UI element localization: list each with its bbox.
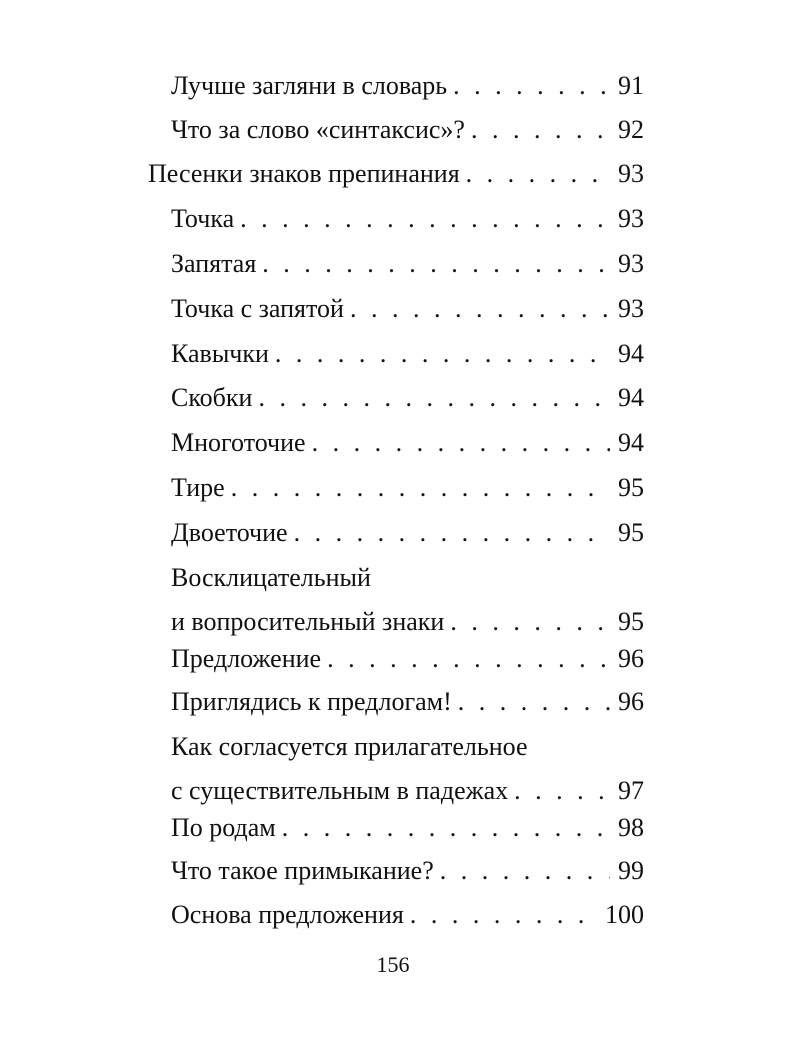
dot-leader [327,637,610,681]
toc-entry-page: 100 [605,900,644,929]
toc-entry-title: Лучше загляни в словарь [171,71,448,100]
toc-entry-page: 93 [618,249,644,278]
dot-leader [275,332,610,376]
toc-entry-page: 94 [618,383,644,412]
dot-leader [262,242,610,286]
page-number: 156 [376,952,410,977]
toc-entry-title: Тире [171,473,225,502]
toc-entry [171,637,644,681]
toc-entry-title: Точка [171,204,235,233]
dot-leader [466,152,610,196]
dot-leader [312,421,610,465]
toc-entry-title-line2: и вопросительный знаки [171,607,445,636]
toc-entry-page: 95 [618,518,644,547]
dot-leader [440,849,610,893]
toc-entry [171,242,644,286]
toc-entry-multiline [171,725,644,813]
toc-entry [171,108,644,152]
toc-entry-title: Скобки [171,383,253,412]
toc-entry-page: 95 [618,607,644,636]
toc-entry [171,376,644,420]
dot-leader [453,64,610,108]
toc-section-entry [148,152,644,196]
toc-entry [171,806,644,850]
toc-entry-multiline [171,556,644,644]
toc-entry-title-line1: Как согласуется прилагательное [171,732,528,761]
toc-entry-title: По родам [171,813,276,842]
toc-entry [171,466,644,510]
toc-entry [171,511,644,555]
toc-entry [171,893,644,937]
toc-entry [171,332,644,376]
toc-entry-title: Приглядись к предлогам! [171,687,452,716]
dot-leader [240,197,610,241]
toc-entry-title: Двоеточие [171,518,288,547]
toc-entry-page: 93 [618,294,644,323]
toc-entry-title-line1: Восклицательный [171,563,371,592]
toc-entry-title: Что за слово «синтаксис»? [171,115,465,144]
toc-entry-title: Кавычки [171,339,269,368]
dot-leader [471,108,610,152]
dot-leader [350,287,610,331]
toc-entry-page: 96 [618,687,644,716]
toc-entry-page: 91 [618,71,644,100]
toc-entry-page: 97 [618,776,644,805]
toc-entry-page: 92 [618,115,644,144]
toc-entry-page: 94 [618,428,644,457]
toc-entry-title-line2: с существительным в падежах [171,776,509,805]
toc-entry-page: 95 [618,473,644,502]
toc-entry-page: 93 [618,159,644,188]
toc-entry-title: Основа предложения [171,900,404,929]
toc-entry-page: 94 [618,339,644,368]
dot-leader [458,680,610,724]
toc-entry-title: Песенки знаков препинания [148,159,460,188]
dot-leader [282,806,610,850]
dot-leader [410,893,597,937]
toc-entry-title: Многоточие [171,428,306,457]
toc-entry-page: 93 [618,204,644,233]
toc-entry [171,64,644,108]
toc-entry-title: Что такое примыкание? [171,856,434,885]
toc-entry-title: Точка с запятой [171,294,344,323]
toc-entry-page: 98 [618,813,644,842]
dot-leader [231,466,610,510]
dot-leader [294,511,610,555]
toc-entry [171,849,644,893]
toc-entry-page: 99 [618,856,644,885]
dot-leader [258,376,610,420]
toc-entry [171,287,644,331]
toc-entry-title: Запятая [171,249,257,278]
toc-entry-title: Предложение [171,644,322,673]
toc-entry [171,421,644,465]
toc-entry [171,197,644,241]
toc-entry-page: 96 [618,644,644,673]
toc-entry [171,680,644,724]
